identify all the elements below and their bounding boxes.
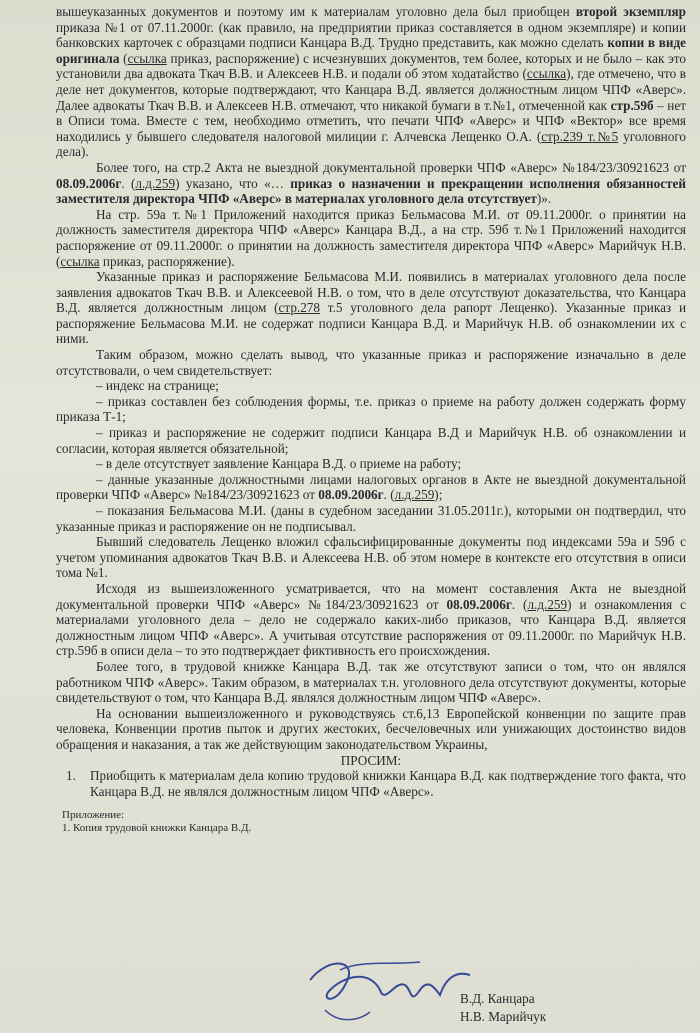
paragraph-4-end: т.5 уголовного дела рапорт Лещенко). Указанные приказ и распоряжение Бельмасова М.И. не содержат подписи Канцара В.Д. и Марийчук Н.В. об ознакомлении их с ними. (56, 300, 686, 347)
text-segment: уголовного дела). (56, 128, 686, 160)
request-item-number: 1. (66, 768, 76, 784)
paragraph-7-end: ) и ознакомления с материалами уголовного дела – дело не содержало каких-либо приказов, что Канцара В.Д. является должностным лицом ЧПФ «Аверс». А учитывая отсутствие распоряжения от 09.11.2000г. по Марийчук Н.В. стр.59б в описи дела – то это подтверждает фиктивность его происхождения. (56, 596, 686, 659)
paragraph-7-punct: . ( (511, 596, 528, 612)
request-heading: ПРОСИМ: (340, 752, 402, 768)
text-segment: ), где отмечено, что в деле нет документов, которые подтверждают, что Канцара В.Д. является должностным лицом ЧПФ «Аверс». Далее адвокаты Ткач В.В. и Алексеев Н.В. отмечают, что никакой бумаги в т.№1, отмеченной как (56, 66, 687, 113)
paragraph-9: На основании вышеизложенного и руководствуясь ст.6,13 Европейской конвенции по защите прав человека, Конвенции против пыток и других жестоких, бесчеловечных или унижающих достоинство видов обращения и наказания, а так же действующим законодательством Украины, (56, 705, 686, 752)
bold-text: копии в виде оригинала (56, 35, 686, 66)
paragraph-7-text: Исходя из вышеизложенного усматривается, что на момент составления Акта не выездной документальной проверки ЧПФ «Аверс» №184/23/30921623 от (56, 580, 686, 612)
bold-text: стр.59б (610, 97, 654, 113)
date-bold: 08.09.2006г (446, 596, 512, 612)
link-reference[interactable]: стр.239 т.№5 (541, 128, 619, 144)
paragraph-5: Таким образом, можно сделать вывод, что указанные приказ и распоряжение изначально в деле отсутствовали, о чем свидетельствует: (56, 347, 686, 378)
link-reference[interactable]: стр.278 (278, 300, 320, 316)
text-segment: Более того, на стр.2 Акта не выездной документальной проверки ЧПФ «Аверс» №184/23/30921623 от (96, 159, 686, 175)
text-segment: приказа №1 от 07.11.2000г. (как правило, на предприятии приказ составляется в одном экземпляре) и копии банковских карточек с образцами подписи Канцара В.Д. Трудно представить, как можно сделать (56, 19, 686, 51)
link-reference[interactable]: л.д.259 (135, 175, 176, 191)
paragraph-2 (56, 160, 686, 207)
request-item-text: Приобщить к материалам дела копию трудовой книжки Канцара В.Д. как подтверждение того факта, что Канцара В.Д. не являлся должностным лицом ЧПФ «Аверс». (90, 768, 686, 799)
text-segment: . ( (121, 175, 136, 191)
link-reference[interactable]: л.д.259 (527, 596, 568, 612)
link-reference[interactable]: ссылка (526, 66, 567, 82)
list-item-end: ); (434, 487, 443, 503)
paragraph-3-text: На стр. 59а т.№1 Приложений находится приказ Бельмасова М.И. от 09.11.2000г. о принятии на должность заместителя директора ЧПФ «Аверс» Канцара В.Д., а на стр. 59б т.№1 Приложений находится распоряжение от 09.11.2000г. о принятии на должность заместителя директора ЧПФ «Аверс» Марийчук Н.В. ( (56, 206, 686, 269)
signatory-1: В.Д. Канцара (460, 991, 535, 1006)
attachment-item: 1. Копия трудовой книжки Канцара В.Д. (62, 822, 252, 835)
attachments (62, 809, 686, 835)
paragraph-8: Более того, в трудовой книжке Канцара В.Д. так же отсутствуют записи о том, что он являлся работником ЧПФ «Аверс». Таким образом, в материалах т.н. уголовного дела отсутствуют документы, которые свидетельствуют о том, что Канцара В.Д. являлся должностным лицом ЧПФ «Аверс». (56, 658, 686, 706)
request-item (66, 768, 686, 799)
link-reference[interactable]: ссылка (127, 50, 167, 66)
paragraph-3 (56, 207, 686, 269)
list-item (56, 472, 686, 503)
signatories (460, 990, 546, 1026)
bold-text: второй экземпляр (575, 4, 686, 19)
paragraph-4 (56, 269, 686, 347)
bold-text: приказ о назначении и прекращении исполнения обязанностей заместителя директора ЧПФ «Аверс» в материалах уголовного дела отсутствует (56, 175, 686, 207)
list-item: – приказ и распоряжение не содержит подписи Канцара В.Д и Марийчук Н.В. об ознакомлении и согласии, которая является обязательной; (56, 425, 686, 456)
paragraph-3-end: приказ, распоряжение). (99, 253, 235, 269)
text-segment: )». (536, 191, 552, 207)
list-item: – показания Бельмасова М.И. (даны в судебном заседании 31.05.2011г.), которыми он подтвердил, что указанные приказ и распоряжение он не подписывал. (56, 503, 686, 534)
paragraph-7 (56, 581, 686, 659)
bold-text: 08.09.2006г (56, 175, 122, 191)
text-segment: ) указано, что «… (175, 175, 291, 191)
attachments-title: Приложение: (62, 809, 125, 822)
link-reference[interactable]: л.д.259 (394, 487, 435, 503)
signature-image (300, 950, 480, 1030)
text-segment: – нет в Описи тома. Вместе с тем, необходимо отметить, что печати ЧПФ «Аверс» и ЧПФ «Вектор» все время находились у бывшего следователя налоговой милиции г. Алчевска Лещенко О.А. ( (56, 97, 686, 144)
list-item: – в деле отсутствует заявление Канцара В.Д. о приеме на работу; (96, 456, 462, 472)
list-item-text: – данные указанные должностными лицами налоговых органов в Акте не выездной документальной проверки ЧПФ «Аверс» №184/23/30921623 от (56, 471, 686, 503)
date-bold: 08.09.2006г (318, 487, 384, 503)
link-reference[interactable]: ссылка (60, 253, 100, 269)
paragraph-1 (56, 4, 686, 160)
signatory-2: Н.В. Марийчук (460, 1009, 547, 1024)
text-segment: вышеуказанных документов и поэтому им к материалам уголовно дела был приобщен (56, 4, 576, 19)
paragraph-4-text: Указанные приказ и распоряжение Бельмасова М.И. появились в материалах уголовного дела после заявления адвокатов Ткач В.В. и Алексеевой Н.В. о том, что в деле отсутствуют доказательства, что Канцара В.Д. является должностным лицом ( (56, 269, 686, 316)
list-item-punct: . ( (383, 487, 395, 503)
paragraph-6: Бывший следователь Лещенко вложил сфальсифицированные документы под индексами 59а и 59б с учетом упоминания адвокатов Ткач В.В. и Алексеева Н.В. об этом номере в контексте его отсутствия в описи тома №1. (56, 534, 686, 581)
list-item: – приказ составлен без соблюдения формы, т.е. приказ о приеме на работу должен содержать форму приказа Т-1; (56, 393, 686, 425)
text-segment: приказ, распоряжение) с исчезнувших документов, тем более, которых и не было – как это установили два адвоката Ткач В.В. и Алексеев Н.В. и подали об этом ходатайство ( (56, 50, 686, 82)
list-item: – индекс на странице; (96, 378, 219, 394)
text-segment: ( (119, 50, 128, 66)
